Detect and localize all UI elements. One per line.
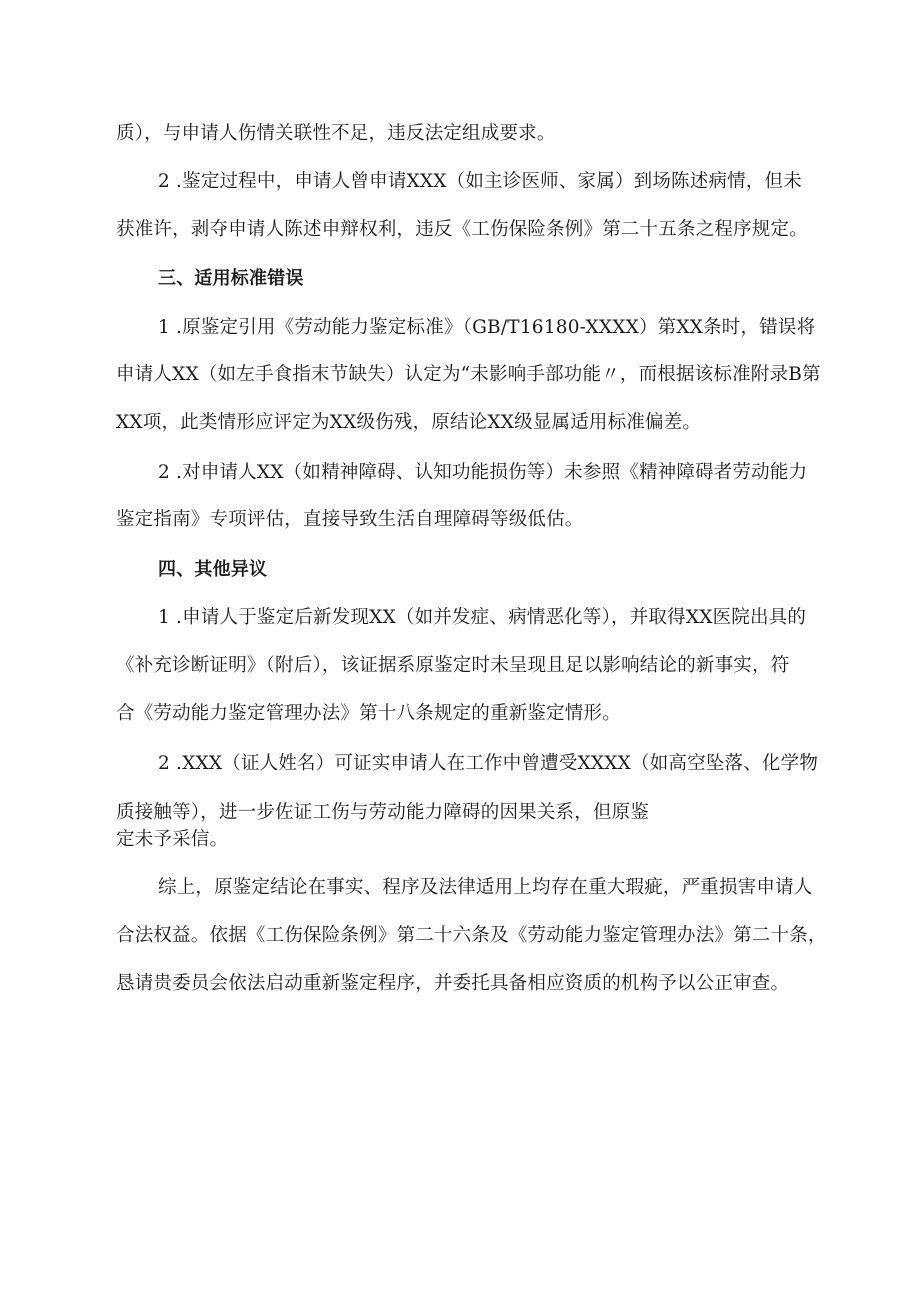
text-line: 1 .申请人于鉴定后新发现XX（如并发症、病情恶化等），并取得XX医院出具的 [158, 607, 807, 628]
text-line: 2 .对申请人XX（如精神障碍、认知功能损伤等）未参照《精神障碍者劳动能力 [158, 462, 808, 483]
text-line: 质），与申请人伤情关联性不足，违反法定组成要求。 [116, 123, 556, 144]
text-line: 鉴定指南》专项评估，直接导致生活自理障碍等级低估。 [116, 509, 584, 530]
text-line: 《补充诊断证明》（附后），该证据系原鉴定时未呈现且足以影响结论的新事实，符 [116, 655, 790, 676]
section-heading: 四、其他异议 [158, 559, 268, 580]
text-line: 恳请贵委员会依法启动重新鉴定程序，并委托具备相应资质的机构予以公正审查。 [116, 973, 790, 994]
text-line: 2 .鉴定过程中，申请人曾申请XXX（如主诊医师、家属）到场陈述病情，但未 [158, 171, 802, 192]
text-line: 1 .原鉴定引用《劳动能力鉴定标准》（GB/T16180-XXXX）第XX条时，错误将 [158, 317, 816, 338]
text-line: 综上，原鉴定结论在事实、程序及法律适用上均存在重大瑕疵，严重损害申请人 [158, 877, 813, 898]
text-line: 合法权益。依据《工伤保险条例》第二十六条及《劳动能力鉴定管理办法》第二十条， [116, 925, 827, 946]
text-line: 质接触等），进一步佐证工伤与劳动能力障碍的因果关系，但原鉴 [116, 802, 650, 823]
section-heading: 三、适用标准错误 [158, 268, 304, 289]
text-line: 合《劳动能力鉴定管理办法》第十八条规定的重新鉴定情形。 [116, 703, 621, 724]
text-line: 2 .XXX（证人姓名）可证实申请人在工作中曾遭受XXXX（如高空坠落、化学物 [158, 753, 819, 774]
text-line: 定未予采信。 [116, 829, 229, 850]
text-line: XX项，此类情形应评定为XX级伤残，原结论XX级显属适用标准偏差。 [116, 412, 702, 433]
text-line: 获准许，剥夺申请人陈述申辩权利，违反《工伤保险条例》第二十五条之程序规定。 [116, 219, 808, 240]
text-line: 申请人XX（如左手食指末节缺失）认定为“未影响手部功能〃，而根据该标准附录B第 [116, 364, 821, 385]
